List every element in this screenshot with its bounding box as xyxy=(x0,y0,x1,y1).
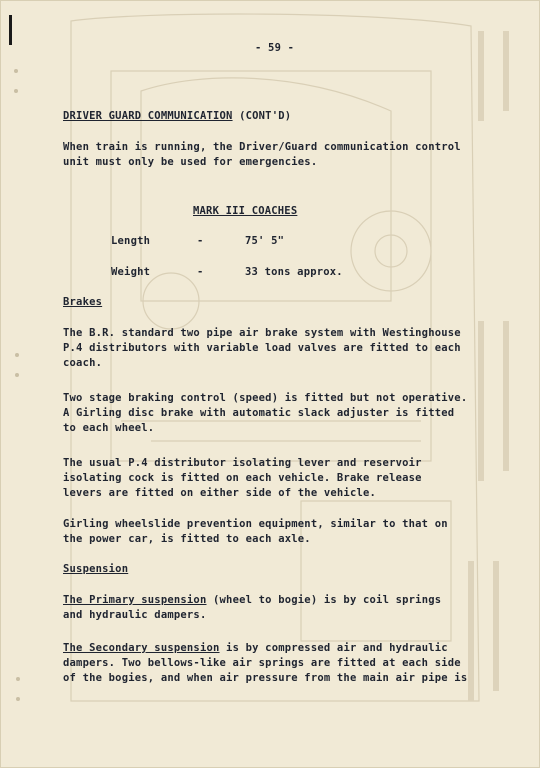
primary-suspension-line: and hydraulic dampers. xyxy=(63,609,207,621)
secondary-suspension-label: The Secondary suspension xyxy=(63,642,220,654)
brakes-line: The usual P.4 distributor isolating lever and reservoir xyxy=(63,457,422,469)
section-heading-suffix: (CONT'D) xyxy=(232,110,292,122)
brakes-line: Girling wheelslide prevention equipment, similar to that on xyxy=(63,518,448,530)
brakes-line: The B.R. standard two pipe air brake system with Westinghouse xyxy=(63,327,461,339)
brakes-heading: Brakes xyxy=(63,296,103,308)
brakes-line: Two stage braking control (speed) is fitted but not operative. xyxy=(63,392,468,404)
punch-hole xyxy=(15,373,19,377)
secondary-suspension-line xyxy=(63,641,448,655)
coaches-title: MARK III COACHES xyxy=(193,205,298,217)
coach-row-sep: - xyxy=(197,266,204,278)
punch-hole xyxy=(16,697,20,701)
primary-suspension-text: (wheel to bogie) is by coil springs xyxy=(206,594,442,606)
coach-row-sep: - xyxy=(197,235,204,247)
coach-row-label: Weight xyxy=(111,266,151,278)
brakes-line: coach. xyxy=(63,357,103,369)
primary-suspension-label: The Primary suspension xyxy=(63,594,207,606)
suspension-heading: Suspension xyxy=(63,563,129,575)
punch-hole xyxy=(16,677,20,681)
coach-row-value: 75' 5" xyxy=(245,235,285,247)
intro-line: When train is running, the Driver/Guard communication control xyxy=(63,141,461,153)
punch-hole xyxy=(14,89,18,93)
punch-hole xyxy=(15,353,19,357)
page-number: - 59 - xyxy=(255,42,295,54)
punch-hole xyxy=(14,69,18,73)
brakes-line: to each wheel. xyxy=(63,422,155,434)
section-heading xyxy=(63,109,291,123)
coach-row-value: 33 tons approx. xyxy=(245,266,343,278)
intro-line: unit must only be used for emergencies. xyxy=(63,156,318,168)
coach-row-label: Length xyxy=(111,235,151,247)
brakes-line: the power car, is fitted to each axle. xyxy=(63,533,311,545)
section-heading-title: DRIVER GUARD COMMUNICATION xyxy=(63,110,233,122)
primary-suspension-line xyxy=(63,593,441,607)
secondary-suspension-text: is by compressed air and hydraulic xyxy=(219,642,448,654)
secondary-suspension-line: of the bogies, and when air pressure from the main air pipe is xyxy=(63,672,468,684)
brakes-line: levers are fitted on either side of the vehicle. xyxy=(63,487,377,499)
brakes-line: isolating cock is fitted on each vehicle. Brake release xyxy=(63,472,422,484)
brakes-line: P.4 distributors with variable load valves are fitted to each xyxy=(63,342,461,354)
brakes-line: A Girling disc brake with automatic slack adjuster is fitted xyxy=(63,407,455,419)
secondary-suspension-line: dampers. Two bellows-like air springs are fitted at each side xyxy=(63,657,461,669)
edge-mark xyxy=(9,15,12,45)
